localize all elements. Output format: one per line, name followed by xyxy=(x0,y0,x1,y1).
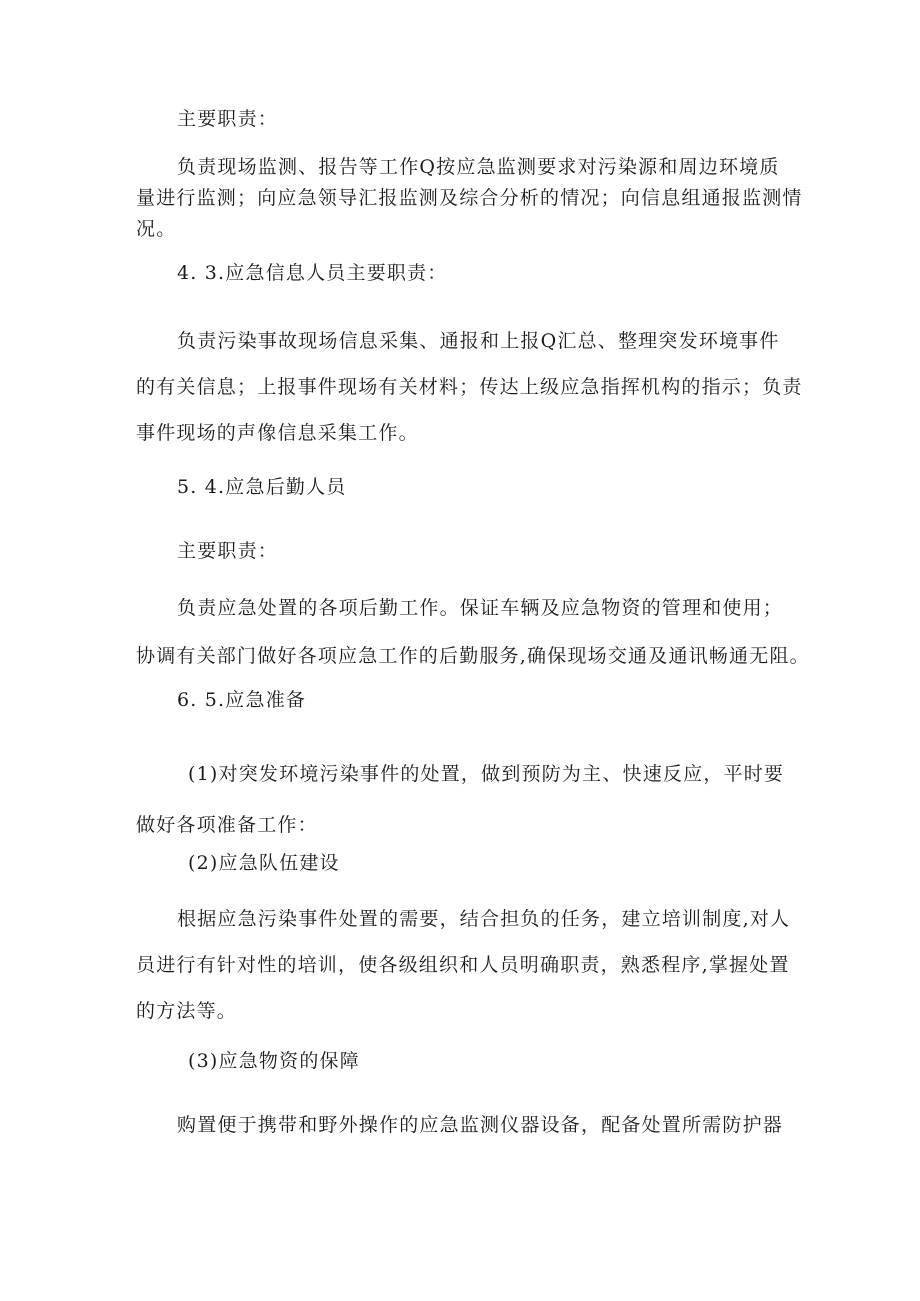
text-line: 负责现场监测、报告等工作Q按应急监测要求对污染源和周边环境质 xyxy=(177,156,780,178)
text-line: 5. 4.应急后勤人员 xyxy=(177,476,347,498)
text-line: (2)应急队伍建设 xyxy=(188,852,340,874)
text-line: 做好各项准备工作： xyxy=(136,814,318,836)
heading-logistics-personnel xyxy=(136,472,796,499)
text-line: 员进行有针对性的培训，使各级组织和人员明确职责，熟悉程序,掌握处置 xyxy=(136,954,790,976)
paragraph-material-support xyxy=(136,1046,796,1073)
paragraph-main-duties-1 xyxy=(136,104,796,131)
text-line: (3)应急物资的保障 xyxy=(188,1050,360,1072)
heading-emergency-preparation xyxy=(136,685,796,712)
paragraph-monitoring-duties xyxy=(136,152,803,245)
text-line: (1)对突发环境污染事件的处置，做到预防为主、快速反应，平时要 xyxy=(188,763,785,785)
text-line: 事件现场的声像信息采集工作。 xyxy=(136,422,419,444)
text-line: 主要职责： xyxy=(177,108,279,130)
heading-info-personnel xyxy=(136,258,796,285)
paragraph-info-duties xyxy=(136,318,803,456)
text-line: 协调有关部门做好各项应急工作的后勤服务,确保现场交通及通讯畅通无阻。 xyxy=(136,645,810,667)
text-line: 况。 xyxy=(136,218,177,240)
paragraph-training xyxy=(136,896,796,1034)
paragraph-preparation-1 xyxy=(136,749,796,851)
text-line: 4. 3.应急信息人员主要职责： xyxy=(177,262,448,284)
text-line: 6. 5.应急准备 xyxy=(177,689,307,711)
paragraph-team-building xyxy=(136,848,796,875)
text-line: 的方法等。 xyxy=(136,1000,238,1022)
text-line: 的有关信息；上报事件现场有关材料；传达上级应急指挥机构的指示；负责 xyxy=(136,376,803,398)
text-line: 主要职责： xyxy=(177,540,279,562)
text-line: 购置便于携带和野外操作的应急监测仪器设备，配备处置所需防护器 xyxy=(177,1114,784,1136)
paragraph-equipment xyxy=(136,1110,796,1137)
text-line: 负责污染事故现场信息采集、通报和上报Q汇总、整理突发环境事件 xyxy=(177,330,780,352)
text-line: 量进行监测；向应急领导汇报监测及综合分析的情况；向信息组通报监测情 xyxy=(136,187,803,209)
text-line: 根据应急污染事件处置的需要，结合担负的任务，建立培训制度,对人 xyxy=(177,908,791,930)
paragraph-logistics-duties xyxy=(136,584,810,680)
text-line: 负责应急处置的各项后勤工作。保证车辆及应急物资的管理和使用； xyxy=(177,597,784,619)
paragraph-main-duties-2 xyxy=(136,536,796,563)
